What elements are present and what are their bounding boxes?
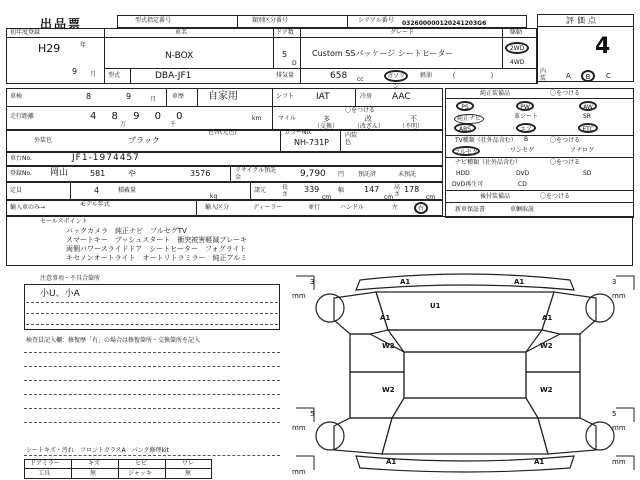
capacity-value: 4 (94, 186, 100, 195)
recycle-unpaid: 未預託 (398, 171, 417, 178)
right-rear-door (526, 372, 580, 418)
trunk-shape (382, 418, 548, 454)
serial-value: 032600000120241203G6 (402, 20, 487, 27)
tv-oneseg: ワンセグ (510, 147, 535, 154)
damage-mark: A1 (514, 278, 525, 286)
tv-analog: アナログ (570, 147, 595, 154)
hgt-label: 高さ (394, 184, 401, 198)
dims-label: 諸元 (254, 187, 267, 194)
paren-open: （ (448, 71, 456, 80)
cert-no-label: 型式指定番号 (135, 17, 172, 24)
fuel-light: 軽油 (420, 72, 433, 79)
score-label: 評価点 (566, 16, 599, 25)
wheel-front-left (316, 294, 344, 322)
notes-content: 小U、小A (40, 289, 80, 299)
nav-title: ナビ種類（社外品含む） (455, 159, 522, 166)
cond-header: ヒビ (135, 460, 148, 467)
inspector-title: 検査員記入欄：修復歴「有」の場合は修復箇所・交換箇所を記入 (26, 337, 201, 344)
vehicle-manual: 車輌取説 (510, 206, 535, 213)
reg-class: 581 (90, 169, 106, 178)
side-unit: mm (292, 468, 306, 476)
extra-title: 後付装備品 (480, 193, 511, 200)
mileage-label: 走行距離 (10, 113, 35, 120)
door-d: D (292, 60, 297, 67)
reg-kana: や (128, 169, 136, 178)
interior-b-circled: B (581, 70, 595, 82)
reg-number: 3576 (190, 169, 211, 178)
damage-mark: W2 (540, 386, 553, 394)
capacity-label: 定員 (10, 187, 23, 194)
side-unit: mm (612, 424, 626, 432)
load-kg: kg (210, 193, 218, 200)
right-front-door (526, 334, 580, 372)
drive-2wd-circled: 2WD (505, 42, 529, 54)
vehicle-name: N-BOX (165, 51, 194, 61)
left-rear-fender (334, 418, 392, 454)
import-dealer: ディーラー (253, 204, 283, 211)
tv-note: 〇をつける (550, 137, 581, 144)
side-value: 3 (310, 278, 315, 286)
tv-title: TV種類（社外品含む） (455, 137, 517, 144)
damage-mark: A1 (542, 314, 553, 322)
model-value: DBA-JF1 (155, 71, 192, 81)
registration-label: 登録No. (10, 170, 32, 177)
inspection-year: 8 (86, 92, 92, 101)
windshield-shape (388, 330, 542, 352)
damage-mark: U1 (430, 302, 441, 310)
left-front-door (350, 334, 404, 372)
side-value: 5 (310, 410, 315, 418)
damage-mark: W2 (540, 342, 553, 350)
interior-a: A (566, 72, 571, 80)
mile-opt-tampered: 改 (365, 115, 372, 123)
color-code-label: カラーNo. (284, 129, 312, 136)
tv-fullseg: フルセグ (452, 146, 480, 156)
wheel-rear-left (316, 422, 344, 450)
displacement-label: 排気量 (276, 72, 295, 79)
nav-note: 〇をつける (550, 159, 581, 166)
side-value: 3 (612, 278, 617, 286)
nav-dvd: DVD (516, 170, 530, 177)
right-front-fender (542, 292, 596, 334)
side-unit: mm (612, 458, 626, 466)
extra-note: 〇をつける (540, 193, 571, 200)
equip-abs: ABS (454, 123, 476, 133)
equipment-note: 〇をつける (550, 90, 581, 97)
notes-title: 注意事項・不具合箇所 (40, 275, 101, 282)
cond-header: ドアミラー (30, 460, 60, 467)
sales-point-line: キセノンオートライト オートリトラミラー 純正アルミ (66, 254, 248, 262)
hood-shape (376, 292, 554, 330)
usage-label: 車歴 (172, 93, 185, 100)
handle-label: ハンドル (340, 204, 365, 211)
color-code-value: NH-731P (294, 138, 329, 147)
int-color-label: 内装色 (345, 132, 358, 146)
interior-label: 内装 (540, 68, 547, 82)
rear-window-shape (392, 398, 538, 418)
cond-header: キズ (88, 460, 100, 467)
mileage-sen: 千 (170, 121, 177, 128)
color-change-label: 色替(元色) (208, 129, 237, 136)
wheel-front-right (586, 294, 614, 322)
registration-row (6, 166, 443, 182)
ac-value: AAC (392, 92, 411, 102)
handle-left: 左 (392, 204, 399, 211)
ext-color-label: 外装色 (34, 137, 53, 144)
equip-etc: ETC (578, 123, 598, 133)
len-label: 長さ (282, 184, 289, 198)
grade-label: グレード (390, 29, 415, 36)
damage-mark: A1 (386, 458, 397, 466)
front-bumper-shape (356, 274, 574, 290)
score-value: 4 (595, 34, 611, 59)
mile-check-note: 〇をつける (345, 107, 376, 114)
mileage-value: 4 8 9 0 0 (90, 111, 189, 122)
inspection-month-unit: 月 (150, 96, 157, 103)
inspection-label: 車検 (10, 93, 23, 100)
mile-sub-unknown: （不明） (399, 123, 424, 130)
ac-label: 冷房 (360, 93, 373, 100)
grade-value: Custom SSパッケージ シートヒーター (312, 49, 454, 58)
import-parallel: 並行 (308, 204, 321, 211)
equip-sr: SR (583, 113, 591, 120)
model-label: 型式 (108, 72, 121, 79)
sales-point-line: スマートキー プッシュスタート 衝突被害軽減ブレーキ (66, 236, 247, 244)
year-unit: 年 (80, 42, 87, 49)
chassis-label: 車台No. (10, 155, 32, 162)
import-only-label: 輸入車のみ→ (10, 204, 46, 211)
mile-opt-many: 多 (323, 115, 330, 123)
damage-mark: A1 (380, 314, 391, 322)
handle-right-circled: 右 (414, 202, 428, 214)
cond-value: 工具 (38, 470, 51, 477)
load-label: 積載量 (118, 187, 137, 194)
wid-cm: cm (384, 194, 394, 201)
cond-value: 無 (90, 470, 97, 477)
serial-label: シリアル番号 (358, 17, 394, 24)
damage-mark: W2 (382, 342, 395, 350)
seat-note: シートキズ・汚れ フロントガラスA パンク修理kit (26, 447, 169, 454)
shift-value: IAT (316, 92, 330, 102)
side-value: 5 (612, 410, 617, 418)
displacement-value: 658 (330, 71, 348, 81)
doors-label: ドア数 (276, 29, 294, 36)
mile-label: マイル (278, 115, 296, 122)
sales-point-line: バックカメラ 純正ナビ フルセグTV (66, 227, 187, 235)
category-no-label: 類別区分番号 (252, 17, 289, 24)
recycle-value: 9,790 (300, 169, 326, 179)
page-title: 出品票 (40, 17, 83, 31)
hgt-value: 178 (404, 185, 420, 194)
left-front-fender (334, 292, 391, 334)
len-value: 339 (304, 185, 320, 194)
equip-leather: 革シート (514, 113, 539, 120)
cd: CD (518, 181, 527, 188)
mileage-man: 万 (120, 121, 127, 128)
wid-value: 147 (364, 185, 380, 194)
drive-label: 駆動 (510, 29, 523, 36)
equip-airbag: エアB (516, 123, 536, 133)
wheel-rear-right (586, 422, 614, 450)
first-reg-label: 初年度登録 (10, 29, 41, 36)
cond-value: 無 (185, 470, 192, 477)
nav-hdd: HDD (456, 170, 470, 177)
interior-c: C (606, 72, 611, 80)
dvd-play: DVD再生可 (452, 181, 484, 188)
recycle-unit: 円 (338, 171, 345, 178)
first-reg-year: H29 (38, 42, 61, 55)
side-unit: mm (292, 292, 306, 300)
chassis-value: JF1-1974457 (72, 153, 140, 163)
fuel-gasoline-circled: ガソリン (384, 70, 408, 82)
name-label: 車名 (175, 29, 188, 36)
mile-sub-tampered: （改ざん） (354, 123, 385, 130)
nav-sd: SD (583, 170, 592, 177)
car-damage-diagram (290, 268, 640, 480)
inspection-month: 9 (126, 92, 132, 101)
len-cm: cm (322, 194, 332, 201)
right-rear-fender (538, 418, 596, 454)
damage-mark: W2 (382, 386, 395, 394)
usage-value: 自家用 (208, 91, 238, 102)
ext-color-value: ブラック (128, 136, 160, 145)
equipment-title: 純正装備品 (480, 90, 511, 97)
sales-point-line: 両側パワースライドドア シートヒーター フォグライト (66, 245, 247, 253)
equip-pw: PW (516, 101, 534, 111)
wid-label: 幅 (338, 187, 345, 194)
side-unit: mm (612, 292, 626, 300)
doors-value: 5 (282, 50, 288, 59)
paren-close: ） (490, 71, 498, 80)
sales-points-title: セールスポイント (40, 218, 88, 225)
reg-office: 岡山 (50, 168, 69, 178)
shift-label: シフト (276, 93, 295, 100)
roof-shape (404, 352, 526, 398)
cond-value: ジャッキ (128, 470, 152, 477)
recycle-paid: 預託済 (358, 171, 377, 178)
first-reg-month: 9 (72, 67, 78, 76)
month-unit: 月 (90, 71, 97, 78)
side-bracket (616, 408, 634, 422)
left-rear-door (350, 372, 404, 418)
equip-nav: 純正ナビ (454, 114, 484, 124)
mile-opt-unknown: 不 (410, 115, 417, 123)
import-class-label: 輸入区分 (205, 204, 230, 211)
side-bracket (616, 276, 634, 290)
cc-unit: cc (357, 76, 364, 83)
new-car-warranty: 新車保証書 (455, 206, 486, 213)
equip-ps: PS (456, 101, 474, 111)
damage-mark: A1 (534, 458, 545, 466)
equip-aw: AW (579, 101, 597, 111)
side-unit: mm (292, 424, 306, 432)
hgt-cm: cm (426, 194, 436, 201)
model-year-label: モデル年式 (80, 201, 110, 208)
damage-mark: A1 (400, 278, 411, 286)
mile-sub-exchange: （交換） (314, 123, 339, 130)
mileage-km: km (252, 115, 262, 122)
cond-header: ワレ (182, 460, 195, 467)
drive-4wd: 4WD (510, 59, 525, 66)
recycle-label: リサイクル預託金 (235, 167, 277, 181)
